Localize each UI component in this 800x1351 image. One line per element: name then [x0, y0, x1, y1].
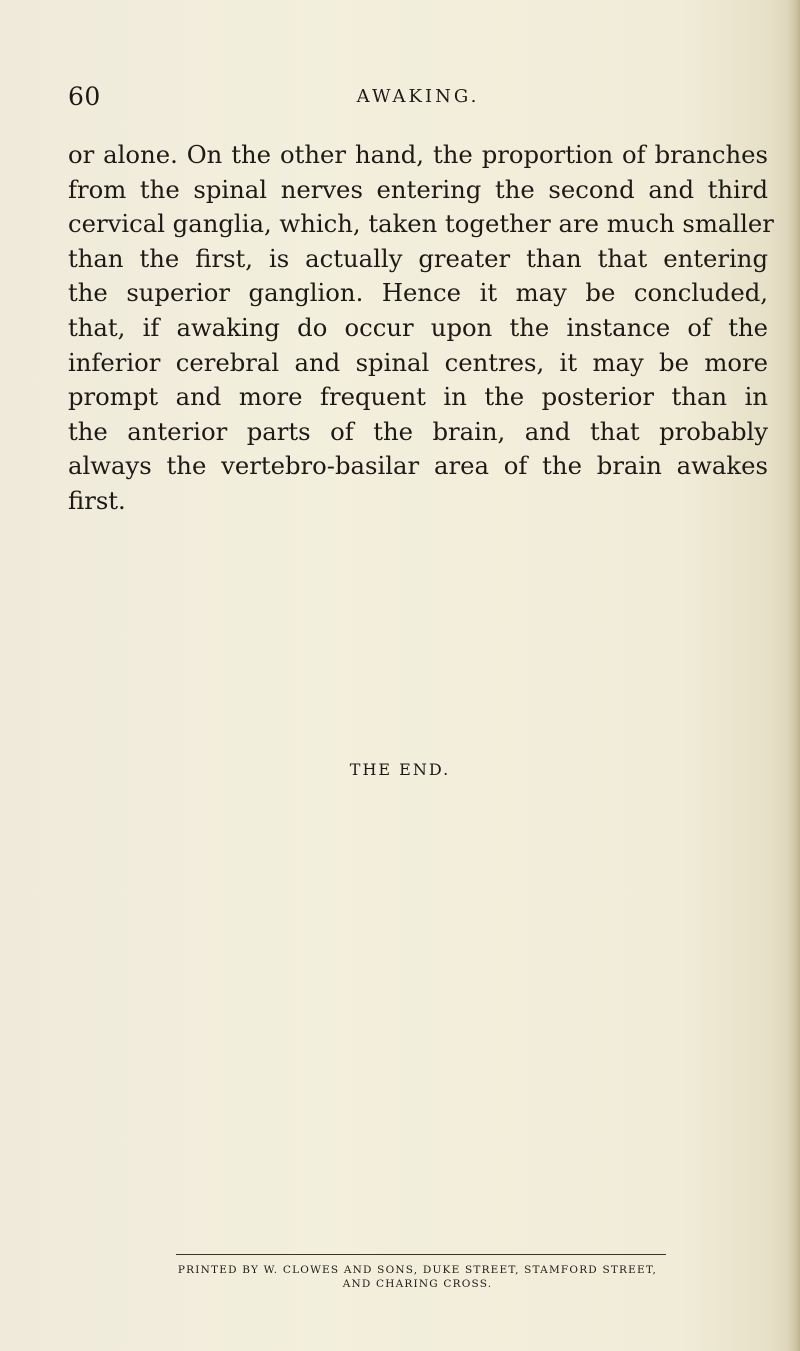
- text-line: cervical ganglia, which, taken together are much smaller: [68, 209, 774, 239]
- the-end-heading: THE END.: [349, 760, 451, 779]
- body-paragraph: [68, 138, 774, 519]
- text-line: the anterior parts of the brain, and that probably: [68, 416, 768, 446]
- text-line: that, if awaking do occur upon the instance of the: [68, 312, 768, 342]
- text-line: always the vertebro-basilar area of the brain awakes: [68, 451, 768, 481]
- page-header: [68, 82, 768, 112]
- colophon-line: PRINTED BY W. CLOWES AND SONS, DUKE STREET, STAMFORD STREET,: [177, 1264, 658, 1276]
- text-line: or alone. On the other hand, the proportion of branches: [68, 140, 768, 169]
- page-number: 60: [68, 82, 101, 111]
- text-line: first.: [68, 485, 126, 515]
- page-edge: [788, 0, 800, 1351]
- running-head: AWAKING.: [356, 86, 480, 107]
- text-line: from the spinal nerves entering the second and third: [68, 174, 768, 204]
- colophon-line: AND CHARING CROSS.: [342, 1278, 493, 1290]
- text-line: prompt and more frequent in the posterior than in: [68, 382, 768, 412]
- printer-colophon: [140, 1263, 695, 1291]
- text-line: than the first, is actually greater than that entering: [68, 243, 768, 273]
- text-line: the superior ganglion. Hence it may be concluded,: [68, 278, 768, 308]
- text-line: inferior cerebral and spinal centres, it may be more: [68, 347, 768, 377]
- colophon-rule: [176, 1254, 666, 1255]
